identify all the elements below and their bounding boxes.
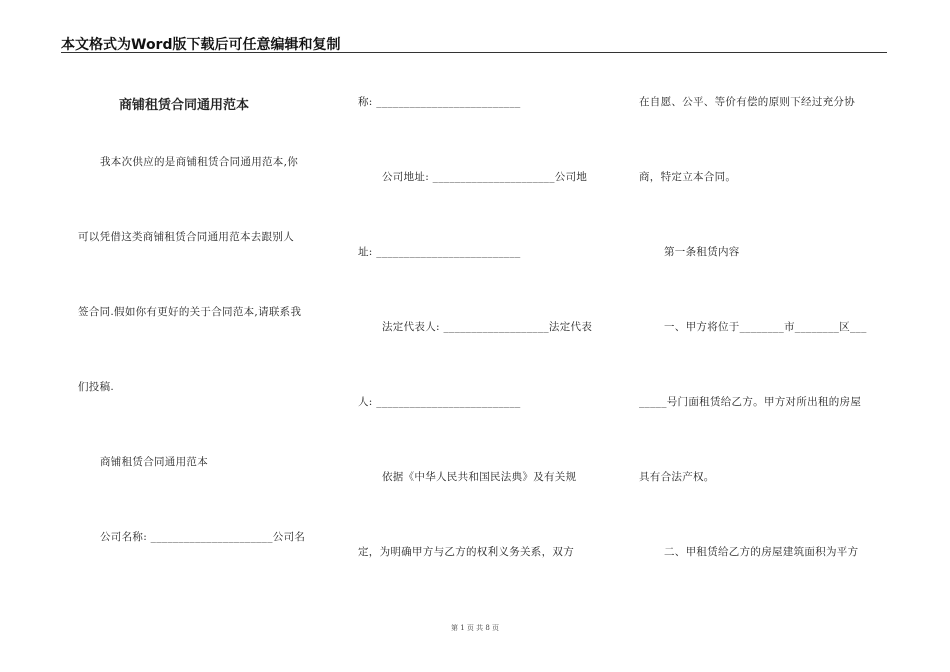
text-line: 址: __________________________ xyxy=(358,246,521,258)
text-line: 公司名称: ______________________公司名 xyxy=(100,531,306,543)
text-line: 法定代表人: ___________________法定代表 xyxy=(382,321,593,333)
text-line: 我本次供应的是商铺租赁合同通用范本,你 xyxy=(100,156,299,168)
text-line: 商铺租赁合同通用范本 xyxy=(100,456,208,468)
page-number: 第 1 页 共 8 页 xyxy=(450,624,500,632)
document-header: 本文格式为Word版下载后可任意编辑和复制 xyxy=(61,37,341,53)
header-divider xyxy=(61,52,887,53)
text-line: 人: __________________________ xyxy=(358,396,521,408)
text-line: 商，特定立本合同。 xyxy=(639,171,737,183)
text-line: 具有合法产权。 xyxy=(639,471,715,483)
section-heading: 第一条租赁内容 xyxy=(664,246,740,258)
text-line: 称: __________________________ xyxy=(358,96,521,108)
text-line: 依据《中华人民共和国民法典》及有关规 xyxy=(382,471,577,483)
text-line: 定，为明确甲方与乙方的权利义务关系，双方 xyxy=(358,546,574,558)
text-line: 二、甲租赁给乙方的房屋建筑面积为平方 xyxy=(664,546,859,558)
text-line: 可以凭借这类商铺租赁合同通用范本去跟别人 xyxy=(78,231,294,243)
text-line: 一、甲方将位于________市________区___ xyxy=(664,321,867,333)
text-line: 们投稿. xyxy=(78,381,115,393)
text-line: 在自愿、公平、等价有偿的原则下经过充分协 xyxy=(639,96,855,108)
text-line: _____号门面租赁给乙方。甲方对所出租的房屋 xyxy=(639,396,862,408)
text-line: 签合同.假如你有更好的关于合同范本,请联系我 xyxy=(78,306,302,318)
document-title: 商铺租赁合同通用范本 xyxy=(119,98,250,113)
text-line: 公司地址: ______________________公司地 xyxy=(382,171,588,183)
